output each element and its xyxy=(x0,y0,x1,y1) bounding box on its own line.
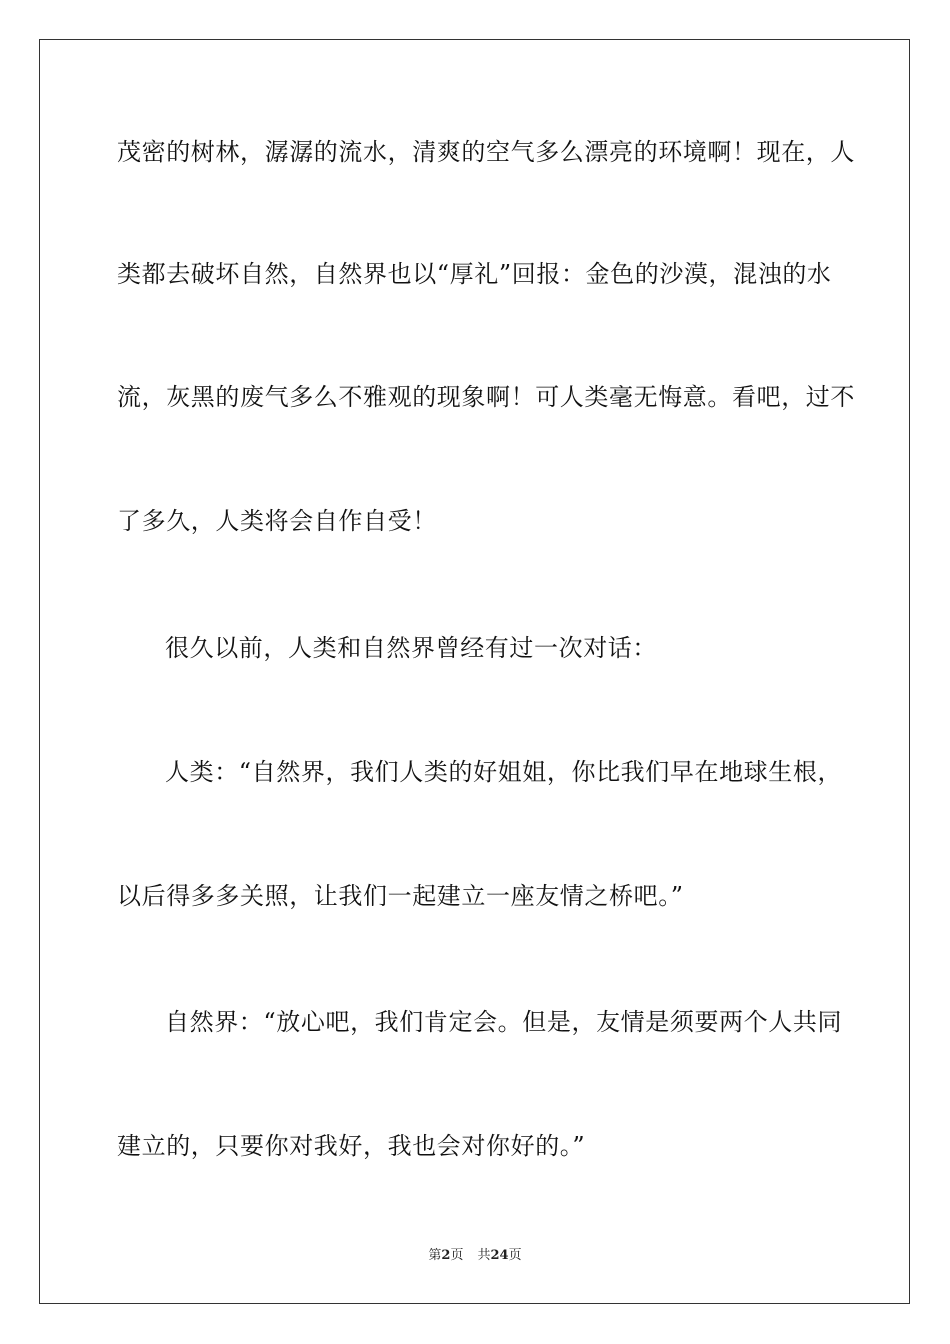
page-border xyxy=(39,39,910,1304)
total-pages: 24 xyxy=(490,1248,509,1263)
paragraph-line: 很久以前，人类和自然界曾经有过一次对话： xyxy=(165,634,657,662)
paragraph-line: 人类：“自然界，我们人类的好姐姐，你比我们早在地球生根， xyxy=(165,758,843,786)
page-number-suffix: 页 xyxy=(450,1248,464,1263)
paragraph-line: 以后得多多关照，让我们一起建立一座友情之桥吧。” xyxy=(117,882,684,910)
paragraph-line: 流，灰黑的废气多么不雅观的现象啊！可人类毫无悔意。看吧，过不 xyxy=(117,383,855,411)
paragraph-line: 类都去破坏自然，自然界也以“厚礼”回报：金色的沙漠，混浊的水 xyxy=(117,260,832,288)
total-pages-prefix: 共 xyxy=(477,1248,491,1263)
paragraph-line: 自然界：“放心吧，我们肯定会。但是，友情是须要两个人共同 xyxy=(165,1008,843,1036)
page-number: 2 xyxy=(441,1248,451,1263)
paragraph-line: 了多久，人类将会自作自受！ xyxy=(117,507,437,535)
paragraph-line: 茂密的树林，潺潺的流水，清爽的空气多么漂亮的环境啊！现在，人 xyxy=(117,138,855,166)
page-number-prefix: 第 xyxy=(428,1248,442,1263)
total-pages-suffix: 页 xyxy=(508,1248,522,1263)
page-footer xyxy=(0,1247,950,1265)
paragraph-line: 建立的，只要你对我好，我也会对你好的。” xyxy=(117,1132,586,1160)
